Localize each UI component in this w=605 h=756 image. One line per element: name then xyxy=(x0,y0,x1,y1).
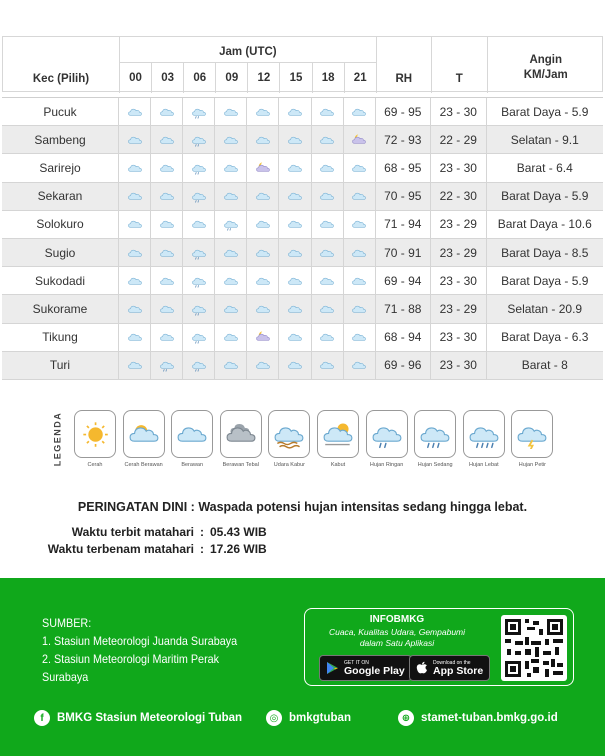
hour-header: 06 xyxy=(184,63,216,93)
table-row xyxy=(2,295,603,323)
wind-unit: KM/Jam xyxy=(523,69,568,81)
facebook-icon: f xyxy=(34,710,50,726)
berawan-icon xyxy=(317,189,337,203)
forecast-cell xyxy=(215,183,247,210)
google-play-button[interactable]: GET IT ON Google Play xyxy=(319,655,412,681)
hour-header: 12 xyxy=(248,63,280,93)
forecast-cell xyxy=(247,267,279,294)
hour-header: 15 xyxy=(280,63,312,93)
berawan-icon xyxy=(125,217,145,231)
forecast-cell xyxy=(344,295,376,322)
forecast-cell xyxy=(279,352,311,379)
kec-name: Turi xyxy=(2,352,119,379)
legend-item xyxy=(411,410,459,468)
forecast-cell xyxy=(215,324,247,351)
berawan-icon xyxy=(221,161,241,175)
rh-value: 69 - 94 xyxy=(376,267,431,294)
berawan-icon xyxy=(349,161,369,175)
forecast-cell xyxy=(279,211,311,238)
table-row xyxy=(2,126,603,154)
footer-links xyxy=(0,708,605,728)
hujan-ringan-icon xyxy=(189,105,209,119)
temperature-value: 23 - 30 xyxy=(431,154,487,181)
table-row xyxy=(2,352,603,380)
berawan-icon xyxy=(253,302,273,316)
berawan-icon xyxy=(157,217,177,231)
globe-icon: ⊕ xyxy=(398,710,414,726)
berawan-icon xyxy=(125,302,145,316)
forecast-cell xyxy=(247,324,279,351)
forecast-cell xyxy=(215,211,247,238)
cerah-icon xyxy=(78,419,112,449)
table-row xyxy=(2,211,603,239)
kec-column-header[interactable]: Kec (Pilih) xyxy=(3,37,120,93)
berawan-icon xyxy=(189,217,209,231)
facebook-link[interactable]: f BMKG Stasiun Meteorologi Tuban xyxy=(34,708,242,728)
forecast-table-header xyxy=(2,36,603,92)
forecast-cell xyxy=(247,126,279,153)
berawan-icon xyxy=(157,161,177,175)
forecast-cell xyxy=(279,126,311,153)
forecast-cell xyxy=(215,126,247,153)
berawan-icon xyxy=(317,274,337,288)
hour-header: 00 xyxy=(120,63,152,93)
berawan-icon xyxy=(125,161,145,175)
forecast-cell xyxy=(151,352,183,379)
berawan-icon xyxy=(253,189,273,203)
forecast-cell xyxy=(279,183,311,210)
instagram-link[interactable]: ◎ bmkgtuban xyxy=(266,708,351,728)
berawan-icon xyxy=(253,133,273,147)
rh-value: 70 - 95 xyxy=(376,183,431,210)
rh-value: 71 - 88 xyxy=(376,295,431,322)
kabut-icon xyxy=(321,419,355,449)
wind-value: Barat Daya - 10.6 xyxy=(497,217,592,232)
kec-name: Pucuk xyxy=(2,98,119,125)
forecast-cell xyxy=(151,239,183,266)
source-line: Surabaya xyxy=(42,670,89,684)
forecast-cell xyxy=(183,324,215,351)
temperature-value: 23 - 29 xyxy=(431,239,487,266)
table-row xyxy=(2,239,603,267)
berawan-icon xyxy=(157,189,177,203)
cerah-berawan-malam-icon xyxy=(253,330,273,344)
hujan-ringan-icon xyxy=(189,274,209,288)
berawan-icon xyxy=(285,217,305,231)
forecast-cell xyxy=(247,239,279,266)
berawan-icon xyxy=(317,246,337,260)
legend-item xyxy=(217,410,265,468)
legend-item xyxy=(71,410,119,468)
temperature-value: 23 - 30 xyxy=(431,267,487,294)
forecast-cell xyxy=(279,154,311,181)
berawan-icon xyxy=(253,246,273,260)
berawan-icon xyxy=(349,330,369,344)
legend-item xyxy=(168,410,216,468)
berawan-icon xyxy=(349,189,369,203)
kec-name: Sambeng xyxy=(2,126,119,153)
berawan-icon xyxy=(317,105,337,119)
forecast-cell xyxy=(119,154,151,181)
sunset-label: Waktu terbenam matahari xyxy=(47,542,194,556)
wind-value: Barat Daya - 6.3 xyxy=(501,330,589,345)
berawan-icon xyxy=(349,274,369,288)
berawan-icon xyxy=(253,105,273,119)
warning-text: Waspada potensi hujan intensitas sedang hingga lebat. xyxy=(198,500,528,514)
berawan-icon xyxy=(221,105,241,119)
berawan-icon xyxy=(221,189,241,203)
berawan-icon xyxy=(157,274,177,288)
hujan-ringan-icon xyxy=(189,161,209,175)
hujan-petir-icon xyxy=(515,419,549,449)
footer-panel xyxy=(0,578,605,756)
temperature-value: 23 - 30 xyxy=(431,324,487,351)
legend-item xyxy=(120,410,168,468)
forecast-cell xyxy=(312,295,344,322)
forecast-cell xyxy=(215,295,247,322)
rh-value: 72 - 93 xyxy=(376,126,431,153)
forecast-cell xyxy=(247,211,279,238)
legend-label: Cerah xyxy=(87,462,103,468)
forecast-cell xyxy=(183,239,215,266)
apple-icon xyxy=(416,661,428,675)
wind-value: Selatan - 9.1 xyxy=(510,132,579,147)
forecast-cell xyxy=(344,267,376,294)
berawan-icon xyxy=(285,302,305,316)
forecast-cell xyxy=(312,239,344,266)
legend-label: Hujan Lebat xyxy=(468,462,499,468)
udara-kabur-icon xyxy=(272,419,306,449)
hujan-ringan-icon xyxy=(189,189,209,203)
rh-value: 70 - 91 xyxy=(376,239,431,266)
wind-value: Barat Daya - 8.5 xyxy=(501,245,589,260)
legend-item xyxy=(314,410,362,468)
forecast-cell xyxy=(312,126,344,153)
forecast-cell xyxy=(119,295,151,322)
berawan-icon xyxy=(157,105,177,119)
source-line: 1. Stasiun Meteorologi Juanda Surabaya xyxy=(42,634,238,648)
hujan-ringan-icon xyxy=(189,246,209,260)
forecast-cell xyxy=(183,267,215,294)
berawan-icon xyxy=(125,105,145,119)
hujan-ringan-icon xyxy=(189,302,209,316)
berawan-icon xyxy=(349,217,369,231)
app-subtitle: Cuaca, Kualitas Udara, Gempabumi dalam Satu Aplikasi xyxy=(328,627,466,648)
berawan-icon xyxy=(349,358,369,372)
google-play-icon xyxy=(326,661,339,675)
sunset-time: 17.26 WIB xyxy=(210,542,267,556)
berawan-icon xyxy=(253,217,273,231)
temperature-value: 22 - 30 xyxy=(431,183,487,210)
jam-column-header: Jam (UTC) xyxy=(120,37,377,63)
hour-header: 18 xyxy=(313,63,345,93)
berawan-icon xyxy=(285,274,305,288)
berawan-icon xyxy=(221,246,241,260)
early-warning: PERINGATAN DINI : Waspada potensi hujan intensitas sedang hingga lebat. xyxy=(77,500,528,514)
berawan-icon xyxy=(221,133,241,147)
forecast-cell xyxy=(215,154,247,181)
forecast-cell xyxy=(312,352,344,379)
hour-header: 21 xyxy=(345,63,377,93)
forecast-cell xyxy=(215,239,247,266)
forecast-cell xyxy=(312,154,344,181)
forecast-table xyxy=(2,97,603,380)
cerah-berawan-malam-icon xyxy=(349,133,369,147)
forecast-cell xyxy=(279,295,311,322)
forecast-cell xyxy=(151,267,183,294)
forecast-cell xyxy=(119,352,151,379)
forecast-cell xyxy=(312,211,344,238)
warning-label: PERINGATAN DINI xyxy=(77,500,188,514)
forecast-cell xyxy=(312,98,344,125)
rh-value: 69 - 96 xyxy=(376,352,431,379)
app-title: INFOBMKG xyxy=(369,614,425,625)
temperature-value: 22 - 29 xyxy=(431,126,487,153)
berawan-icon xyxy=(285,330,305,344)
forecast-cell xyxy=(119,183,151,210)
hujan-sedang-icon xyxy=(418,419,452,449)
forecast-cell xyxy=(151,154,183,181)
table-row xyxy=(2,98,603,126)
forecast-cell xyxy=(344,211,376,238)
berawan-icon xyxy=(221,302,241,316)
hujan-ringan-icon xyxy=(189,358,209,372)
temperature-value: 23 - 30 xyxy=(431,98,487,125)
berawan-icon xyxy=(349,105,369,119)
infobmkg-app-box xyxy=(304,608,574,686)
hujan-lebat-icon xyxy=(467,419,501,449)
hujan-ringan-icon xyxy=(221,217,241,231)
legend-item xyxy=(363,410,411,468)
sunrise-label: Waktu terbit matahari xyxy=(71,525,194,539)
berawan-icon xyxy=(125,274,145,288)
forecast-cell xyxy=(344,126,376,153)
hujan-ringan-icon xyxy=(189,133,209,147)
berawan-icon xyxy=(221,274,241,288)
berawan-icon xyxy=(317,217,337,231)
forecast-cell xyxy=(344,324,376,351)
rh-value: 69 - 95 xyxy=(376,98,431,125)
forecast-cell xyxy=(247,352,279,379)
berawan-icon xyxy=(157,302,177,316)
wind-value: Barat Daya - 5.9 xyxy=(501,189,589,204)
hour-header: 03 xyxy=(152,63,184,93)
forecast-cell xyxy=(215,98,247,125)
berawan-icon xyxy=(349,302,369,316)
berawan-icon xyxy=(285,246,305,260)
hujan-ringan-icon xyxy=(157,358,177,372)
app-store-button[interactable]: Download on the App Store xyxy=(409,655,490,681)
berawan-icon xyxy=(317,302,337,316)
legend-label: Hujan Petir xyxy=(518,462,546,468)
kec-name: Sarirejo xyxy=(2,154,119,181)
berawan-icon xyxy=(285,105,305,119)
forecast-cell xyxy=(183,183,215,210)
forecast-cell xyxy=(119,239,151,266)
forecast-cell xyxy=(344,352,376,379)
wind-value: Barat Daya - 5.9 xyxy=(501,104,589,119)
website-link[interactable]: ⊕ stamet-tuban.bmkg.go.id xyxy=(398,708,558,728)
forecast-cell xyxy=(279,267,311,294)
legend-label: Berawan xyxy=(181,462,204,468)
kec-name: Sukorame xyxy=(2,295,119,322)
forecast-cell xyxy=(215,267,247,294)
instagram-icon: ◎ xyxy=(266,710,282,726)
kec-name: Sukodadi xyxy=(2,267,119,294)
source-info xyxy=(42,614,267,686)
legend-label: Cerah Berawan xyxy=(124,462,163,468)
cerah-berawan-malam-icon xyxy=(253,161,273,175)
forecast-cell xyxy=(183,154,215,181)
forecast-cell xyxy=(183,98,215,125)
kec-name: Sekaran xyxy=(2,183,119,210)
forecast-cell xyxy=(151,295,183,322)
forecast-cell xyxy=(183,126,215,153)
kec-name: Sugio xyxy=(2,239,119,266)
berawan-icon xyxy=(157,133,177,147)
berawan-icon xyxy=(285,189,305,203)
rh-column-header: RH xyxy=(377,37,432,93)
forecast-cell xyxy=(151,324,183,351)
hujan-ringan-icon xyxy=(370,419,404,449)
cerah-berawan-icon xyxy=(127,419,161,449)
forecast-cell xyxy=(344,239,376,266)
forecast-cell xyxy=(247,183,279,210)
forecast-cell xyxy=(119,126,151,153)
forecast-cell xyxy=(183,211,215,238)
legend-item xyxy=(265,410,313,468)
forecast-cell xyxy=(344,154,376,181)
source-title: SUMBER: xyxy=(42,616,92,630)
legend-title: LEGENDA xyxy=(52,411,63,467)
qr-code xyxy=(501,615,567,681)
forecast-cell xyxy=(279,239,311,266)
berawan-icon xyxy=(317,358,337,372)
temperature-value: 23 - 29 xyxy=(431,295,487,322)
forecast-cell xyxy=(312,183,344,210)
forecast-cell xyxy=(119,98,151,125)
forecast-cell xyxy=(119,267,151,294)
forecast-cell xyxy=(312,324,344,351)
forecast-cell xyxy=(215,352,247,379)
berawan-icon xyxy=(285,358,305,372)
berawan-icon xyxy=(221,330,241,344)
hujan-ringan-icon xyxy=(189,330,209,344)
berawan-icon xyxy=(317,133,337,147)
berawan-icon xyxy=(157,246,177,260)
berawan-icon xyxy=(253,358,273,372)
forecast-cell xyxy=(247,98,279,125)
temperature-column-header: T xyxy=(432,37,488,93)
berawan-icon xyxy=(285,161,305,175)
rh-value: 68 - 94 xyxy=(376,324,431,351)
berawan-icon xyxy=(253,274,273,288)
berawan-icon xyxy=(125,358,145,372)
wind-label: Angin xyxy=(529,54,563,66)
forecast-cell xyxy=(151,98,183,125)
berawan-icon xyxy=(285,133,305,147)
berawan-icon xyxy=(317,330,337,344)
rh-value: 68 - 95 xyxy=(376,154,431,181)
berawan-icon xyxy=(125,189,145,203)
legend xyxy=(47,405,557,473)
legend-label: Hujan Sedang xyxy=(417,462,453,468)
forecast-cell xyxy=(183,352,215,379)
table-row xyxy=(2,324,603,352)
wind-value: Barat - 8 xyxy=(521,358,568,373)
table-row xyxy=(2,154,603,182)
legend-item xyxy=(508,410,556,468)
berawan-icon xyxy=(125,133,145,147)
forecast-cell xyxy=(344,183,376,210)
legend-item xyxy=(460,410,508,468)
table-row xyxy=(2,267,603,295)
table-row xyxy=(2,183,603,211)
forecast-cell xyxy=(247,295,279,322)
berawan-icon xyxy=(175,419,209,449)
berawan-tebal-icon xyxy=(224,419,258,449)
forecast-cell xyxy=(151,126,183,153)
wind-value: Selatan - 20.9 xyxy=(507,301,583,316)
berawan-icon xyxy=(221,358,241,372)
wind-value: Barat - 6.4 xyxy=(516,160,573,175)
sun-times: Waktu terbit matahari : 05.43 WIB Waktu terbenam matahari : 17.26 WIB xyxy=(24,524,267,558)
forecast-cell xyxy=(312,267,344,294)
berawan-icon xyxy=(125,330,145,344)
forecast-cell xyxy=(151,183,183,210)
forecast-cell xyxy=(119,324,151,351)
rh-value: 71 - 94 xyxy=(376,211,431,238)
forecast-cell xyxy=(279,98,311,125)
temperature-value: 23 - 30 xyxy=(431,352,487,379)
legend-label: Kabut xyxy=(330,462,346,468)
forecast-cell xyxy=(119,211,151,238)
source-line: 2. Stasiun Meteorologi Maritim Perak xyxy=(42,652,220,666)
forecast-cell xyxy=(247,154,279,181)
legend-label: Hujan Ringan xyxy=(369,462,404,468)
berawan-icon xyxy=(125,246,145,260)
berawan-icon xyxy=(349,246,369,260)
kec-name: Tikung xyxy=(2,324,119,351)
legend-label: Berawan Tebal xyxy=(222,462,259,468)
wind-column-header xyxy=(488,37,604,93)
berawan-icon xyxy=(317,161,337,175)
forecast-cell xyxy=(344,98,376,125)
temperature-value: 23 - 29 xyxy=(431,211,487,238)
wind-value: Barat Daya - 5.9 xyxy=(501,273,589,288)
forecast-cell xyxy=(183,295,215,322)
sunrise-time: 05.43 WIB xyxy=(210,525,267,539)
forecast-cell xyxy=(279,324,311,351)
forecast-cell xyxy=(151,211,183,238)
kec-name: Solokuro xyxy=(2,211,119,238)
legend-label: Udara Kabur xyxy=(273,462,305,468)
hour-header: 09 xyxy=(216,63,248,93)
berawan-icon xyxy=(157,330,177,344)
